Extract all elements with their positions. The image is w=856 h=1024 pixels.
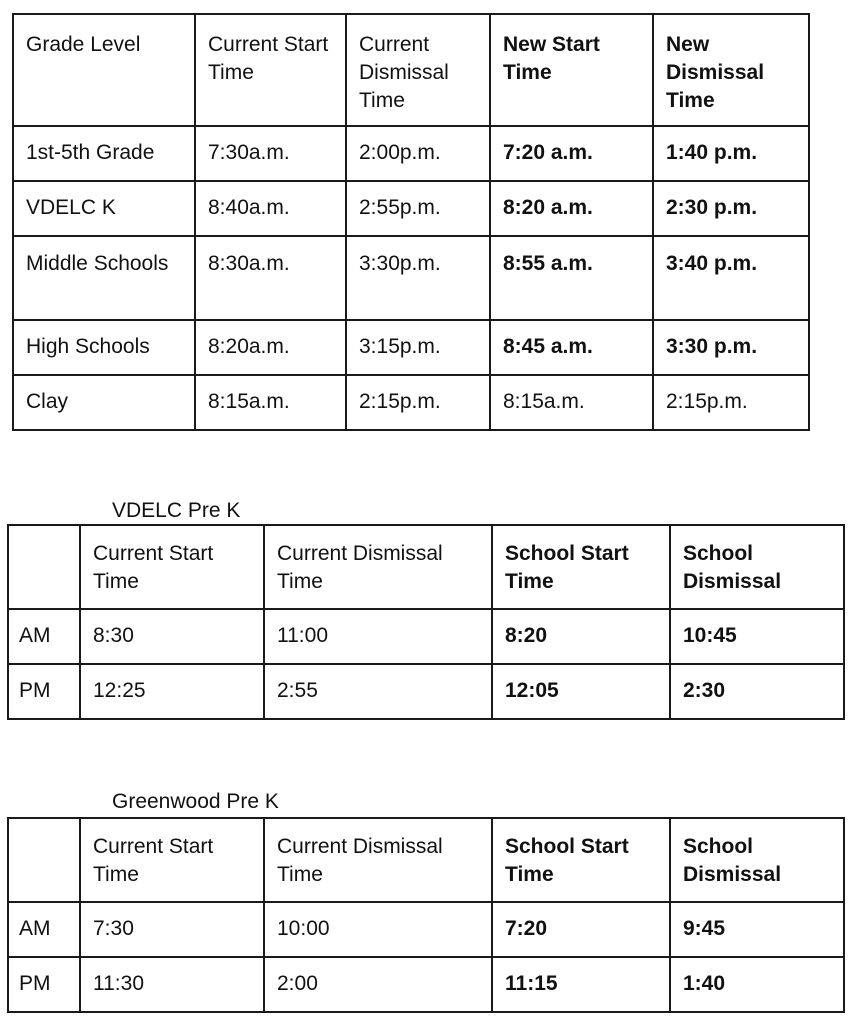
header-school-dismissal: School Dismissal — [670, 525, 844, 609]
table-header-row — [13, 14, 809, 126]
cell-school-start: 11:15 — [492, 957, 670, 1012]
header-school-dismissal: School Dismissal — [670, 818, 844, 902]
vdelc-prek-table — [7, 524, 845, 720]
header-school-start: School Start Time — [492, 525, 670, 609]
cell-session: AM — [8, 902, 80, 957]
cell-current-dismissal: 11:00 — [264, 609, 492, 664]
cell-new-dismissal: 1:40 p.m. — [653, 126, 809, 181]
header-new-dismissal: New Dismissal Time — [653, 14, 809, 126]
cell-school-start: 12:05 — [492, 664, 670, 719]
table-row — [13, 375, 809, 430]
cell-new-start: 8:45 a.m. — [490, 320, 653, 375]
cell-grade-level: Clay — [13, 375, 195, 430]
cell-new-start: 8:15a.m. — [490, 375, 653, 430]
greenwood-prek-table — [7, 817, 845, 1013]
cell-current-dismissal: 2:55p.m. — [346, 181, 490, 236]
cell-current-start: 8:30a.m. — [195, 236, 346, 320]
cell-current-start: 11:30 — [80, 957, 264, 1012]
cell-session: PM — [8, 957, 80, 1012]
table-row — [13, 236, 809, 320]
cell-current-start: 8:30 — [80, 609, 264, 664]
header-session — [8, 818, 80, 902]
greenwood-prek-caption: Greenwood Pre K — [112, 790, 279, 813]
header-current-dismissal: Current Dismissal Time — [264, 525, 492, 609]
cell-new-start: 7:20 a.m. — [490, 126, 653, 181]
table-header-row — [8, 818, 844, 902]
header-current-dismissal: Current Dismissal Time — [346, 14, 490, 126]
header-current-start: Current Start Time — [80, 525, 264, 609]
header-new-start: New Start Time — [490, 14, 653, 126]
vdelc-prek-caption: VDELC Pre K — [112, 499, 241, 522]
cell-grade-level: VDELC K — [13, 181, 195, 236]
grade-level-schedule-table — [12, 13, 810, 431]
cell-new-dismissal: 2:30 p.m. — [653, 181, 809, 236]
cell-session: PM — [8, 664, 80, 719]
cell-school-start: 7:20 — [492, 902, 670, 957]
header-session — [8, 525, 80, 609]
header-grade-level: Grade Level — [13, 14, 195, 126]
cell-current-start: 8:40a.m. — [195, 181, 346, 236]
header-current-start: Current Start Time — [195, 14, 346, 126]
cell-school-dismissal: 2:30 — [670, 664, 844, 719]
table-row — [8, 609, 844, 664]
table-header-row — [8, 525, 844, 609]
cell-new-dismissal: 3:30 p.m. — [653, 320, 809, 375]
cell-current-dismissal: 3:30p.m. — [346, 236, 490, 320]
cell-current-start: 8:15a.m. — [195, 375, 346, 430]
cell-new-start: 8:20 a.m. — [490, 181, 653, 236]
table-row — [8, 957, 844, 1012]
cell-grade-level: High Schools — [13, 320, 195, 375]
cell-current-start: 8:20a.m. — [195, 320, 346, 375]
cell-current-dismissal: 2:00 — [264, 957, 492, 1012]
header-current-dismissal: Current Dismissal Time — [264, 818, 492, 902]
cell-school-dismissal: 1:40 — [670, 957, 844, 1012]
cell-school-start: 8:20 — [492, 609, 670, 664]
cell-new-dismissal: 3:40 p.m. — [653, 236, 809, 320]
cell-current-dismissal: 2:55 — [264, 664, 492, 719]
cell-current-start: 7:30 — [80, 902, 264, 957]
header-school-start: School Start Time — [492, 818, 670, 902]
table-row — [13, 126, 809, 181]
cell-current-dismissal: 2:15p.m. — [346, 375, 490, 430]
cell-new-start: 8:55 a.m. — [490, 236, 653, 320]
cell-current-start: 12:25 — [80, 664, 264, 719]
cell-current-dismissal: 2:00p.m. — [346, 126, 490, 181]
cell-current-dismissal: 3:15p.m. — [346, 320, 490, 375]
table-row — [13, 181, 809, 236]
cell-grade-level: Middle Schools — [13, 236, 195, 320]
cell-session: AM — [8, 609, 80, 664]
cell-current-start: 7:30a.m. — [195, 126, 346, 181]
table-row — [8, 902, 844, 957]
table-row — [8, 664, 844, 719]
cell-school-dismissal: 9:45 — [670, 902, 844, 957]
table-row — [13, 320, 809, 375]
cell-current-dismissal: 10:00 — [264, 902, 492, 957]
cell-new-dismissal: 2:15p.m. — [653, 375, 809, 430]
header-current-start: Current Start Time — [80, 818, 264, 902]
cell-school-dismissal: 10:45 — [670, 609, 844, 664]
cell-grade-level: 1st-5th Grade — [13, 126, 195, 181]
